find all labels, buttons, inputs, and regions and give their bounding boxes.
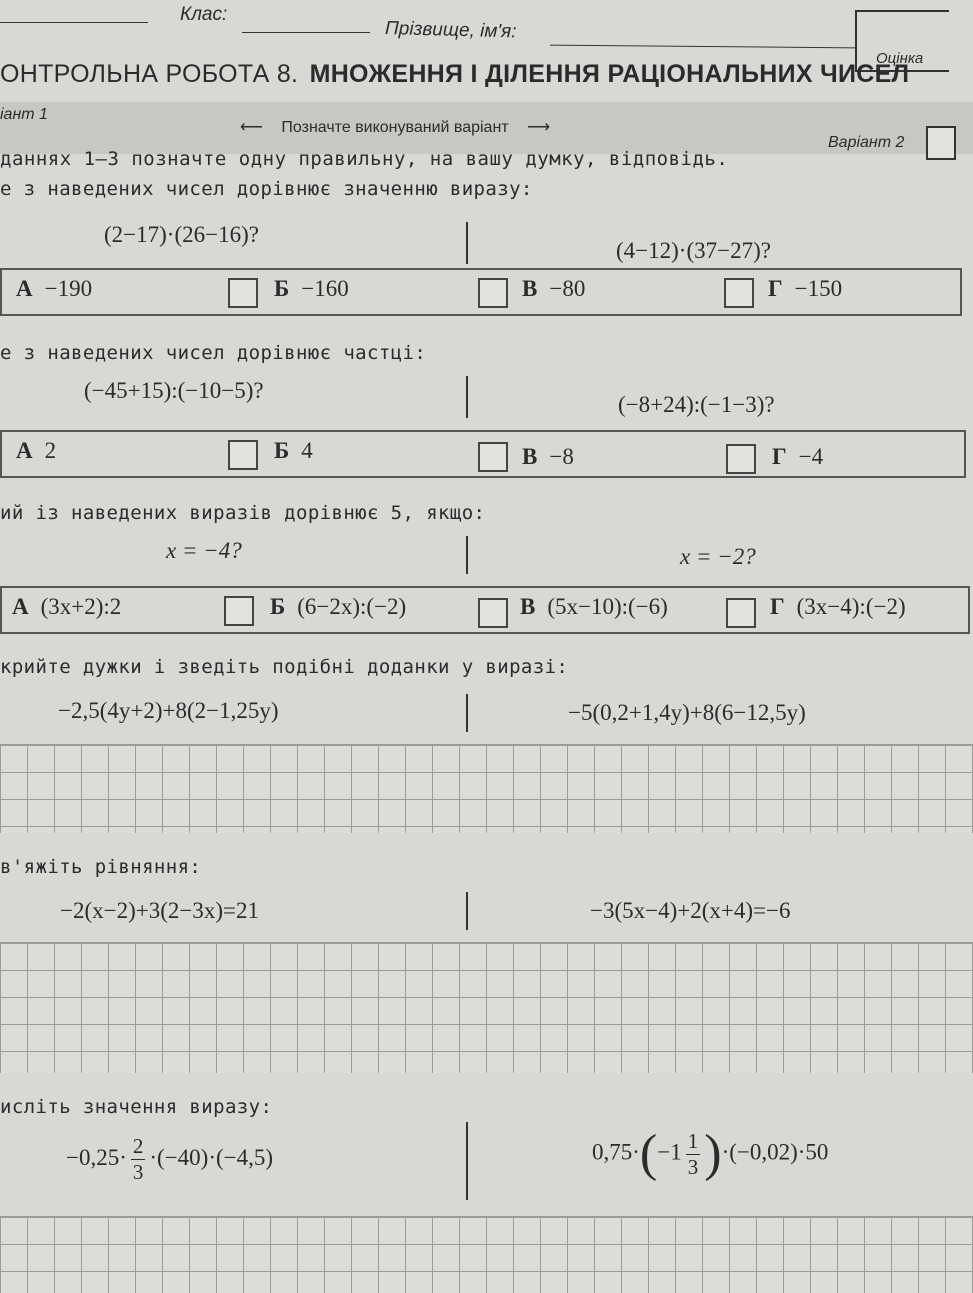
fraction-denominator: 3: [132, 1160, 144, 1184]
option-letter: Б: [270, 594, 286, 619]
option-letter: А: [16, 276, 33, 301]
option-letter: Г: [768, 276, 783, 301]
task2-checkbox-v[interactable]: [478, 442, 508, 472]
task1-expr-left: (2−17)·(26−16)?: [104, 222, 259, 247]
task3-option-v[interactable]: [520, 594, 668, 620]
fraction-numerator: 2: [132, 1134, 144, 1158]
task2-option-a[interactable]: [16, 438, 56, 464]
task2-option-b[interactable]: [274, 438, 313, 464]
class-label: Клас:: [180, 4, 228, 25]
task1-option-v[interactable]: [522, 276, 585, 302]
task3-option-g[interactable]: [770, 594, 906, 620]
task4-text: крийте дужки і зведіть подібні доданки у виразі:: [0, 656, 569, 678]
task3-checkbox-g[interactable]: [726, 598, 756, 628]
task2-expr-left: (−45+15):(−10−5)?: [84, 378, 264, 403]
task6-expr-left: [66, 1136, 273, 1183]
paren-open: (: [639, 1125, 658, 1182]
task2-text: е з наведених чисел дорівнює частці:: [0, 342, 427, 364]
task1-option-b[interactable]: [274, 276, 349, 302]
task6-expr-right: [592, 1125, 829, 1182]
arrow-left-icon: ⟵: [240, 119, 263, 136]
task4-expr-right: −5(0,2+1,4y)+8(6−12,5y): [568, 700, 806, 725]
task5-answer-grid[interactable]: [0, 942, 973, 1073]
task4-answer-grid[interactable]: [0, 744, 973, 833]
task5-text: в'яжіть рівняння:: [0, 856, 202, 878]
task1-divider: [466, 222, 468, 264]
task5-expr-left: −2(x−2)+3(2−3x)=21: [60, 898, 259, 923]
name-field[interactable]: [550, 45, 855, 49]
task1-checkbox-b[interactable]: [228, 278, 258, 308]
task3-expr-left: x = −4?: [166, 538, 242, 563]
instruction-line: даннях 1—3 позначте одну правильну, на вашу думку, відповідь.: [0, 148, 729, 170]
task2-checkbox-g[interactable]: [726, 444, 756, 474]
option-letter: В: [522, 444, 538, 469]
option-letter: Г: [770, 594, 785, 619]
task6-text: исліть значення виразу:: [0, 1096, 273, 1118]
task1-option-g[interactable]: [768, 276, 842, 302]
option-value: −190: [44, 276, 93, 301]
option-letter: Г: [772, 444, 787, 469]
task2-expr-right: (−8+24):(−1−3)?: [618, 392, 775, 417]
page-title: [0, 60, 909, 89]
task3-divider: [466, 536, 468, 574]
grade-label: Оцінка: [876, 50, 924, 67]
task6-right-b: ·(−0,02)·50: [721, 1139, 829, 1165]
task1-checkbox-v[interactable]: [478, 278, 508, 308]
task1-answers: [0, 268, 962, 316]
task2-option-g[interactable]: [772, 444, 823, 470]
task2-divider: [466, 376, 468, 418]
option-value: (5x−10):(−6): [547, 594, 668, 619]
header-line-left: [0, 22, 148, 23]
fraction-denominator: 3: [687, 1154, 699, 1179]
variant-1-label: іант 1: [0, 106, 48, 123]
option-value: −8: [549, 444, 574, 469]
task3-checkbox-v[interactable]: [478, 598, 508, 628]
task6-left-a: −0,25·: [66, 1144, 127, 1170]
task2-answers: [0, 430, 966, 478]
task5-expr-right: −3(5x−4)+2(x+4)=−6: [590, 898, 791, 923]
task6-left-b: ·(−40)·(−4,5): [149, 1144, 274, 1170]
task3-option-b[interactable]: [270, 594, 406, 620]
task1-text: е з наведених чисел дорівнює значенню виразу:: [0, 178, 533, 200]
arrow-right-icon: ⟶: [527, 119, 551, 136]
title-prefix: ОНТРОЛЬНА РОБОТА 8.: [0, 60, 299, 88]
option-value: −160: [301, 276, 349, 301]
option-value: −4: [798, 444, 824, 469]
fraction: [686, 1128, 701, 1179]
name-label: Прізвище, ім'я:: [384, 18, 517, 43]
option-letter: А: [16, 438, 33, 463]
mixed-whole: −1: [657, 1139, 682, 1165]
variant-2-label: Варіант 2: [828, 134, 905, 151]
class-field[interactable]: [242, 32, 370, 33]
option-value: −150: [794, 276, 843, 301]
task4-expr-left: −2,5(4y+2)+8(2−1,25y): [58, 698, 279, 723]
variant-hint-text: Позначте виконуваний варіант: [281, 119, 509, 136]
option-value: (3x+2):2: [40, 594, 122, 619]
task3-option-a[interactable]: [12, 594, 121, 620]
fraction-numerator: 1: [687, 1128, 699, 1153]
option-letter: А: [12, 594, 29, 619]
title-topic: МНОЖЕННЯ І ДІЛЕННЯ РАЦІОНАЛЬНИХ ЧИСЕЛ: [309, 60, 910, 88]
task5-divider: [466, 892, 468, 930]
task3-expr-right: x = −2?: [680, 544, 756, 569]
option-letter: Б: [274, 438, 290, 463]
task3-checkbox-b[interactable]: [224, 596, 254, 626]
task2-option-v[interactable]: [522, 444, 574, 470]
fraction: [131, 1136, 146, 1183]
task6-divider: [466, 1122, 468, 1200]
task1-checkbox-g[interactable]: [724, 278, 754, 308]
task6-right-a: 0,75·: [592, 1139, 640, 1165]
option-value: 4: [301, 438, 313, 463]
task4-divider: [466, 694, 468, 732]
option-value: 2: [44, 438, 57, 463]
paren-close: ): [704, 1125, 722, 1182]
task3-text: ий із наведених виразів дорівнює 5, якщо:: [0, 502, 486, 524]
option-value: (6−2x):(−2): [297, 594, 407, 619]
option-letter: В: [520, 594, 536, 619]
task2-checkbox-b[interactable]: [228, 440, 258, 470]
variant-hint: [240, 117, 550, 137]
variant-2-checkbox[interactable]: [926, 126, 956, 160]
option-letter: Б: [274, 276, 290, 301]
task1-option-a[interactable]: [16, 276, 92, 302]
option-value: −80: [549, 276, 586, 301]
option-letter: В: [522, 276, 538, 301]
task6-answer-grid[interactable]: [0, 1216, 973, 1293]
task1-expr-right: (4−12)·(37−27)?: [616, 238, 771, 263]
task3-answers: [0, 586, 970, 634]
option-value: (3x−4):(−2): [796, 594, 906, 619]
